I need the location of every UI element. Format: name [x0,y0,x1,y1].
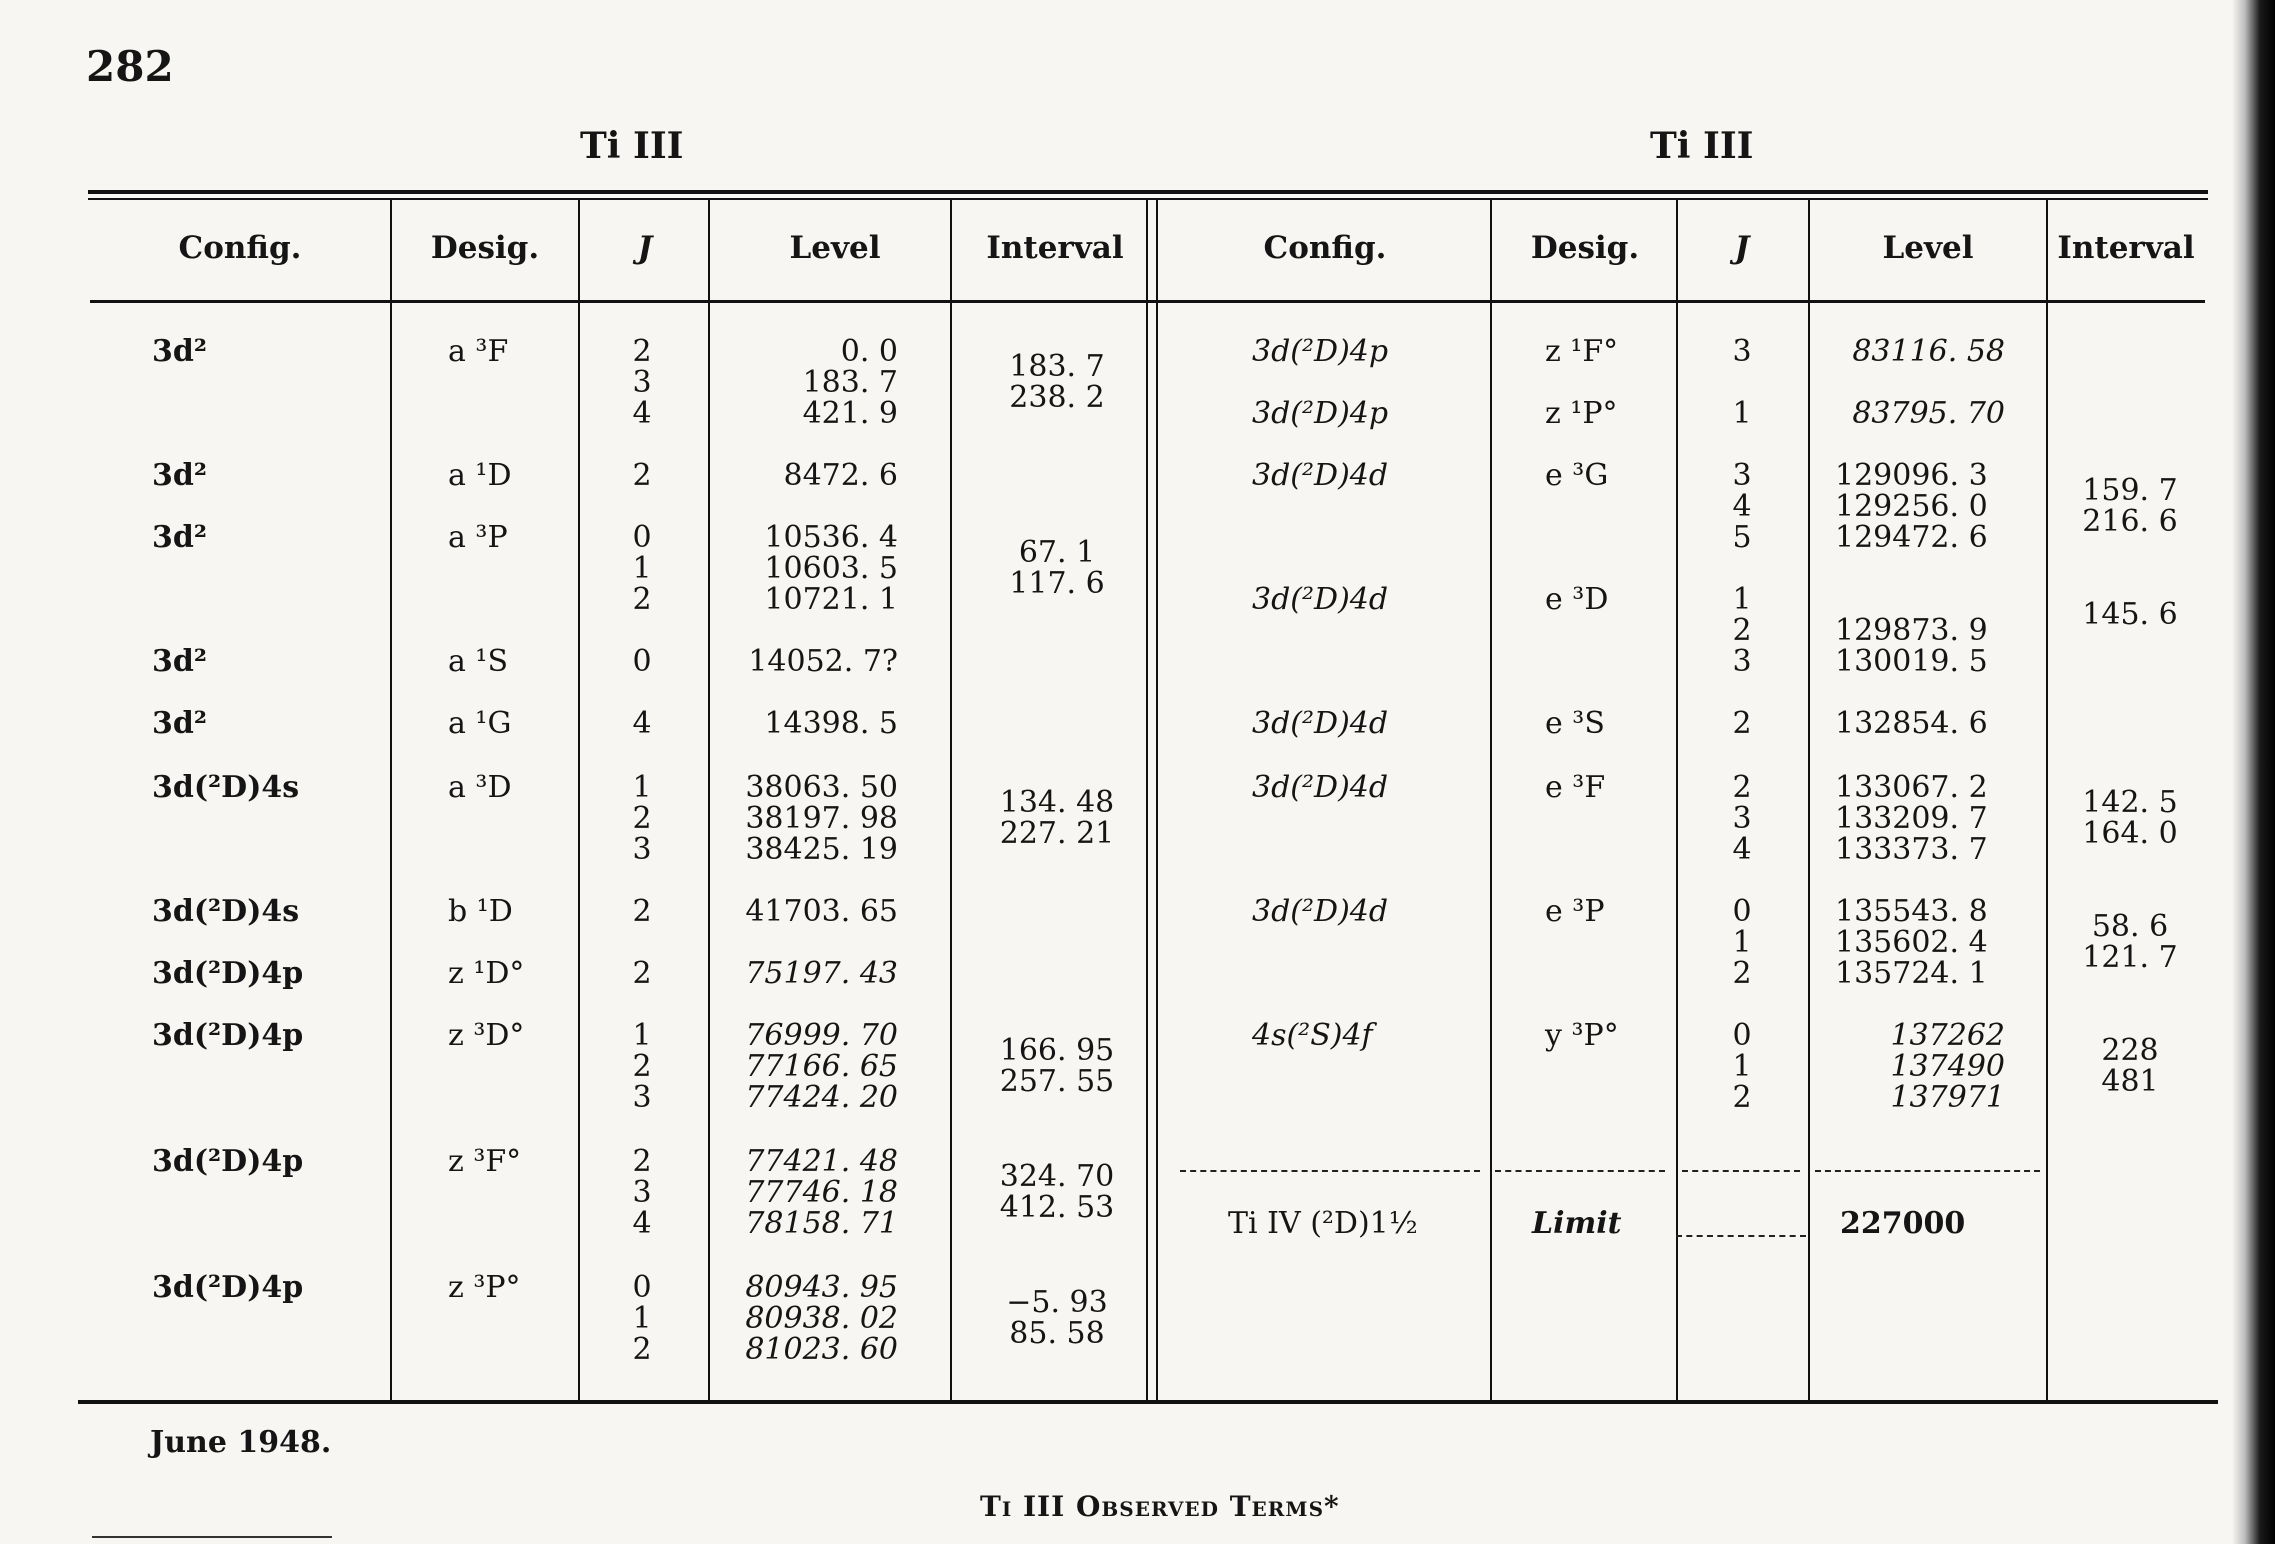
level-cell: 83795. 70 [1852,396,2005,431]
j-value-cell: 0 1 2 [1732,1018,1752,1115]
level-cell: 80943. 95 80938. 02 81023. 60 [745,1270,898,1367]
header-level: Level [1882,230,1974,266]
dashed-separator [1682,1170,1800,1172]
designation-cell: b ¹D [448,894,513,929]
header-desig: Desig. [430,230,540,266]
interval-cell: 159. 7 216. 6 [2082,473,2178,539]
config-cell: 4s(²S)4f [1252,1018,1373,1053]
column-divider [1146,200,1148,1400]
config-cell: 3d(²D)4d [1252,706,1389,741]
designation-cell: e ³S [1545,706,1605,741]
designation-cell: z ³D° [448,1018,525,1053]
interval-cell: 166. 95 257. 55 [999,1033,1115,1099]
level-cell: 83116. 58 [1852,334,2005,369]
j-value-cell: 2 3 4 [632,334,652,431]
designation-cell: z ³P° [448,1270,521,1305]
scan-edge-shadow [2232,0,2275,1544]
limit-config: Ti IV (²D)1½ [1228,1206,1418,1241]
j-value-cell: 2 3 4 [632,1144,652,1241]
level-cell: 76999. 70 77166. 65 77424. 20 [745,1018,898,1115]
j-value-cell: 3 [1732,334,1752,369]
top-rule-secondary [88,198,2208,200]
dashed-separator [1815,1170,2040,1172]
dashed-separator [1180,1170,1480,1172]
interval-cell: 145. 6 [2082,597,2178,632]
column-divider [1156,200,1158,1400]
column-divider [1490,200,1492,1400]
j-value-cell: 0 1 2 [632,1270,652,1367]
j-value-cell: 1 2 3 [1732,582,1752,679]
column-divider [950,200,952,1400]
j-value-cell: 1 2 3 [632,1018,652,1115]
header-j: J [1734,230,1750,266]
config-cell: 3d(²D)4p [1252,396,1389,431]
designation-cell: z ¹P° [1545,396,1618,431]
designation-cell: z ¹D° [448,956,525,991]
interval-cell: 324. 70 412. 53 [999,1159,1115,1225]
designation-cell: a ¹D [448,458,512,493]
j-value-cell: 2 [632,956,652,991]
designation-cell: a ³D [448,770,512,805]
interval-cell: 67. 1 117. 6 [1009,535,1105,601]
config-cell: 3d(²D)4d [1252,770,1389,805]
right-table-title: Ti III [1650,125,1754,167]
config-cell: 3d² [152,644,207,679]
j-value-cell: 0 [632,644,652,679]
designation-cell: e ³F [1545,770,1606,805]
level-cell: 77421. 48 77746. 18 78158. 71 [745,1144,898,1241]
limit-label: Limit [1532,1206,1622,1241]
level-cell: 14052. 7? [748,644,898,679]
left-table-title: Ti III [580,125,684,167]
interval-cell: 142. 5 164. 0 [2082,785,2178,851]
level-cell: 0. 0 183. 7 421. 9 [802,334,898,431]
interval-cell: 58. 6 121. 7 [2082,909,2178,975]
level-cell: 8472. 6 [783,458,898,493]
column-divider [390,200,392,1400]
designation-cell: a ³F [448,334,509,369]
designation-cell: e ³G [1545,458,1609,493]
interval-cell: 228 481 [2101,1033,2159,1099]
header-config: Config. [1263,230,1387,266]
header-config: Config. [178,230,302,266]
j-value-cell: 2 3 4 [1732,770,1752,867]
config-cell: 3d(²D)4p [152,1270,304,1305]
j-value-cell: 1 [1732,396,1752,431]
designation-cell: a ¹G [448,706,512,741]
config-cell: 3d(²D)4d [1252,458,1389,493]
j-value-cell: 2 [632,894,652,929]
designation-cell: a ³P [448,520,508,555]
config-cell: 3d² [152,458,207,493]
designation-cell: a ¹S [448,644,508,679]
header-j: J [637,230,653,266]
level-cell: 135543. 8 135602. 4 135724. 1 [1835,894,1988,991]
page-number: 282 [86,42,174,91]
header-level: Level [789,230,881,266]
config-cell: 3d(²D)4s [152,770,300,805]
config-cell: 3d(²D)4d [1252,894,1389,929]
config-cell: 3d(²D)4p [1252,334,1389,369]
level-cell: 38063. 50 38197. 98 38425. 19 [745,770,898,867]
config-cell: 3d(²D)4p [152,956,304,991]
column-divider [1676,200,1678,1400]
designation-cell: z ¹F° [1545,334,1619,369]
designation-cell: e ³D [1545,582,1609,617]
column-divider [1808,200,1810,1400]
level-cell: 129873. 9 130019. 5 [1835,613,1988,679]
j-value-cell: 0 1 2 [632,520,652,617]
level-cell: 75197. 43 [745,956,898,991]
level-cell: 10536. 4 10603. 5 10721. 1 [764,520,898,617]
level-cell: 14398. 5 [764,706,898,741]
config-cell: 3d² [152,520,207,555]
j-value-cell: 0 1 2 [1732,894,1752,991]
designation-cell: y ³P° [1545,1018,1619,1053]
section-subtitle: Ti III Observed Terms* [980,1490,1340,1523]
footnote-rule [92,1536,332,1538]
column-divider [2046,200,2048,1400]
header-interval: Interval [986,230,1124,266]
level-cell: 41703. 65 [745,894,898,929]
header-desig: Desig. [1530,230,1640,266]
config-cell: 3d² [152,706,207,741]
j-value-cell: 4 [632,706,652,741]
column-divider [708,200,710,1400]
column-divider [578,200,580,1400]
top-rule [88,190,2208,194]
interval-cell: 183. 7 238. 2 [1009,349,1105,415]
level-cell: 129096. 3 129256. 0 129472. 6 [1835,458,1988,555]
config-cell: 3d² [152,334,207,369]
interval-cell: 134. 48 227. 21 [999,785,1115,851]
limit-j-dash [1676,1235,1806,1237]
config-cell: 3d(²D)4d [1252,582,1389,617]
j-value-cell: 2 [1732,706,1752,741]
level-cell: 133067. 2 133209. 7 133373. 7 [1835,770,1988,867]
j-value-cell: 3 4 5 [1732,458,1752,555]
designation-cell: e ³P [1545,894,1605,929]
config-cell: 3d(²D)4p [152,1018,304,1053]
header-interval: Interval [2057,230,2195,266]
footer-date: June 1948. [150,1425,332,1460]
bottom-rule [78,1400,2218,1404]
config-cell: 3d(²D)4p [152,1144,304,1179]
j-value-cell: 2 [632,458,652,493]
config-cell: 3d(²D)4s [152,894,300,929]
interval-cell: −5. 93 85. 58 [1006,1285,1108,1351]
level-cell: 137262 137490 137971 [1890,1018,2005,1115]
limit-level: 227000 [1840,1206,1966,1241]
dashed-separator [1495,1170,1665,1172]
level-cell: 132854. 6 [1835,706,1988,741]
j-value-cell: 1 2 3 [632,770,652,867]
designation-cell: z ³F° [448,1144,522,1179]
